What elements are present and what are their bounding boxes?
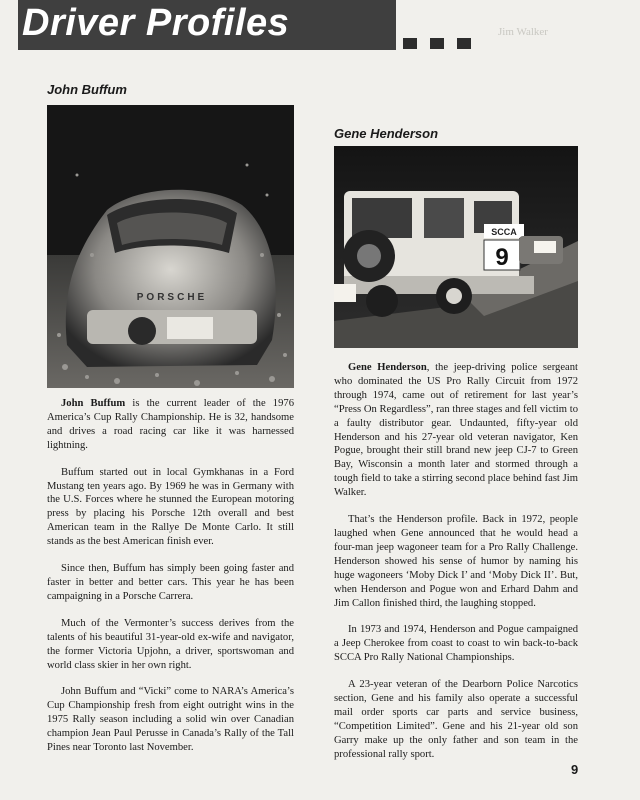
porsche-badge: PORSCHE (136, 292, 208, 303)
banner-dash-3 (457, 38, 471, 49)
left-article (47, 397, 294, 768)
left-paragraph-4: Much of the Vermonter’s success derives from the talents of his beautiful 31-year-old ex-wife and navigator, the former Victoria Upjohn, a driver, sportswoman and world class skier in her own right. (47, 617, 294, 671)
right-article (334, 361, 578, 775)
right-paragraph-3: In 1973 and 1974, Henderson and Pogue campaigned a Jeep Cherokee from coast to coast to win back-to-back SCCA Pro Rally National Championships. (334, 624, 578, 664)
scca-decal: SCCA (491, 227, 517, 237)
header-banner (18, 0, 396, 50)
page-title: Driver Profiles (22, 2, 290, 44)
right-section-heading: Gene Henderson (334, 126, 439, 141)
jeep-rally-photo (334, 146, 578, 348)
bleed-through-text: Jim Walker (498, 26, 548, 38)
left-paragraph-5: John Buffum and “Vicki” come to NARA’s America’s Cup Championship fresh from eight outright wins in the 1975 Rally season including a solid win over Canadian champion Jean Paul Perusse in Canada’s Rally of the Tall Pines near Toronto last November. (47, 686, 294, 754)
jeep-number: 9 (495, 244, 509, 271)
porsche-rally-photo (47, 105, 294, 388)
left-section-heading: John Buffum (47, 82, 127, 97)
left-paragraph-3: Since then, Buffum has simply been going faster and faster in better and better cars. This year he has been campaigning in a Porsche Carrera. (47, 563, 294, 602)
right-paragraph-4: A 23-year veteran of the Dearborn Police Narcotics section, Gene and his family also operate a successful mail order sports car parts and service business, “Competition Limited”. Gene and his 21-year old son Garry make up the only father and son team in the professional rally sport. (334, 679, 578, 760)
left-paragraph-2: Buffum started out in local Gymkhanas in a Ford Mustang ten years ago. By 1969 he was in Germany with the U.S. Forces where he stunned the European motoring press by placing his Porsche 12th overall and best American team in the Rallye De Monte Carlo. It still stands as the best American finish ever. (47, 466, 294, 548)
right-paragraph-1: Gene Henderson, the jeep-driving police sergeant who dominated the US Pro Rally Circuit from 1972 through 1974, came out of retirement for last year’s “Press On Regardless”, ran three stages and fell victim to a faulty distributor gear. Undaunted, fifty-year old Henderson and his 27-year old veteran navigator, Ken Pogue, brought their still brand new jeep CJ-7 to Green Bay, Wisconsin a month later and stormed through a tough field to take a stirring second place behind fast Jim Walker. (334, 362, 578, 499)
banner-dash-2 (430, 38, 444, 49)
right-paragraph-2: That’s the Henderson profile. Back in 1972, people laughed when Gene announced that he would head a four-man jeep wagoneer team for a Pro Rally Challenge. Henderson showed his sense of humor by naming his huge wagoneers ‘Moby Dick I’ and ‘Moby Dick II’. But, when Henderson and Pogue won and Erhard Dahm and Jim Callon finished third, the laughing stopped. (334, 514, 578, 609)
left-paragraph-1: John Buffum is the current leader of the 1976 America’s Cup Rally Championship. He is 32, handsome and drives a road racing car like it was harnessed lightning. (47, 398, 294, 451)
page-number: 9 (571, 762, 579, 777)
banner-dash-1 (403, 38, 417, 49)
